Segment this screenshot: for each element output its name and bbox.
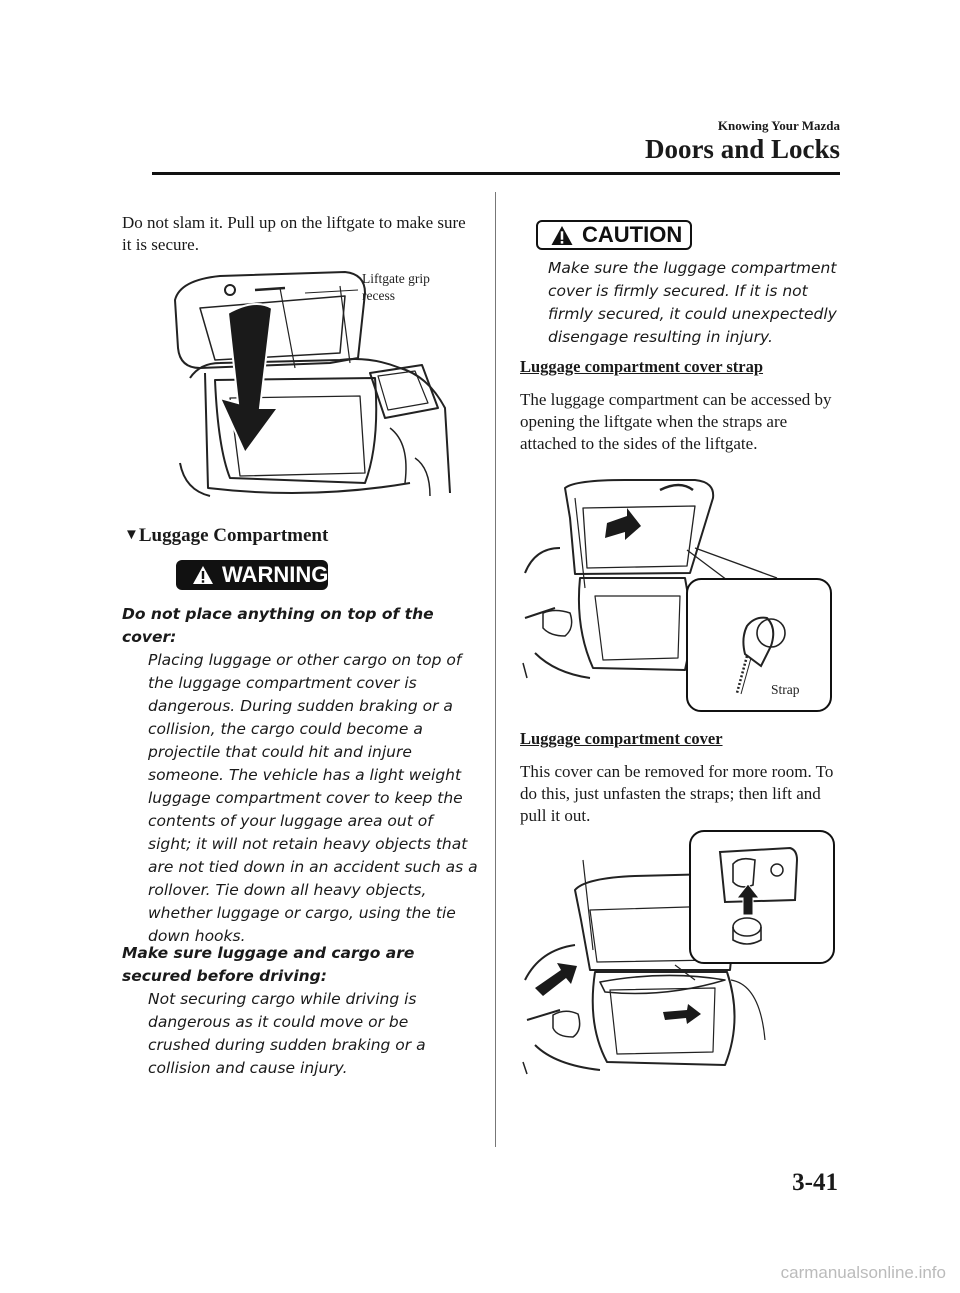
warning-label: WARNING bbox=[222, 562, 329, 587]
header-section: Knowing Your Mazda bbox=[717, 118, 840, 133]
liftgate-grip-callout: Liftgate grip recess bbox=[362, 271, 430, 303]
warning-item2-body: Not securing cargo while driving is dangerous as it could move or be crushed during sudden braking or a collision and cause injury. bbox=[148, 990, 426, 1077]
warning-triangle-icon bbox=[192, 565, 214, 585]
warning-item2-heading: Make sure luggage and cargo are secured before driving: bbox=[122, 944, 415, 985]
cover-body: This cover can be removed for more room. To do this, just unfasten the straps; then lift and pull it out. bbox=[520, 762, 834, 825]
header-title: Doors and Locks bbox=[644, 134, 840, 164]
triangle-down-icon: ▼ bbox=[124, 527, 139, 543]
strap-callout: Strap bbox=[771, 682, 800, 697]
watermark: carmanualsonline.info bbox=[780, 1263, 946, 1282]
section-heading bbox=[124, 525, 328, 547]
column-divider bbox=[495, 192, 496, 1147]
caution-text: CAUTION bbox=[582, 222, 683, 247]
strap-heading: Luggage compartment cover strap bbox=[520, 357, 764, 376]
page-number: 3-41 bbox=[792, 1169, 838, 1196]
warning-item1-heading: Do not place anything on top of the cover: bbox=[122, 605, 434, 646]
caution-badge-outline bbox=[536, 220, 692, 250]
caution-icon bbox=[550, 225, 574, 246]
caution-body: Make sure the luggage compartment cover is firmly secured. If it is not firmly secured, it could unexpectedly disengage resulting in injury. bbox=[548, 259, 837, 346]
warning-item1-body: Placing luggage or other cargo on top of the luggage compartment cover is dangerous. During sudden braking or a collision, the cargo could become a projectile that could hit and injure someone. The vehicle has a light weight luggage compartment cover to keep the contents of your luggage area out of sight; it will not retain heavy objects that are not tied down in an accident such as a rollover. Tie down all heavy objects, whether luggage or cargo, using the tie down hooks. bbox=[148, 651, 478, 945]
header-rule bbox=[152, 172, 840, 175]
cover-heading: Luggage compartment cover bbox=[520, 729, 723, 748]
strap-illustration bbox=[515, 478, 835, 714]
strap-body: The luggage compartment can be accessed by opening the liftgate when the straps are attached to the sides of the liftgate. bbox=[520, 390, 832, 453]
warning-badge bbox=[176, 560, 328, 590]
section-title: Luggage Compartment bbox=[138, 525, 329, 546]
cover-removal-illustration bbox=[515, 830, 837, 1072]
intro-text: Do not slam it. Pull up on the liftgate to make sure it is secure. bbox=[122, 213, 466, 254]
